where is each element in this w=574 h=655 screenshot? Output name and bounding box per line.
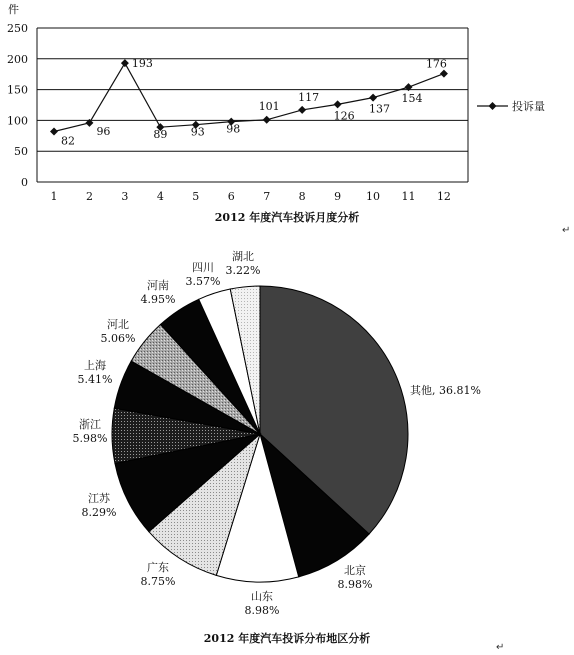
data-label: 137: [369, 102, 391, 116]
pie-label-name: 河南: [147, 279, 169, 292]
pie-label: [410, 383, 481, 397]
x-tick-label: 11: [401, 190, 416, 203]
x-tick-label: 1: [50, 190, 58, 203]
pie-label-name: 江苏: [88, 492, 110, 505]
pie-label-name: 四川: [192, 261, 214, 274]
pie-label-value: 3.22%: [225, 264, 261, 277]
pie-label-value: 36.81%: [439, 384, 481, 397]
data-point-marker: [369, 94, 377, 102]
y-tick-label: 50: [14, 145, 28, 159]
pie-chart-title: 2012 年度汽车投诉分布地区分析: [203, 632, 371, 645]
data-point-marker: [263, 116, 271, 124]
data-label: 126: [333, 109, 355, 123]
x-tick-labels: [51, 190, 451, 203]
pie-label-value: 5.98%: [72, 432, 108, 445]
y-tick-label: 150: [7, 83, 28, 97]
x-tick-label: 4: [156, 190, 164, 203]
pie-label-name: 其他: [410, 384, 432, 397]
y-tick-labels: [7, 22, 28, 189]
x-tick-label: 9: [334, 190, 342, 203]
x-tick-label: 10: [366, 190, 381, 203]
legend-diamond-marker: [489, 102, 497, 110]
data-point-marker: [334, 100, 342, 108]
legend: [477, 99, 545, 113]
monthly-complaints-line-chart: [7, 2, 545, 224]
pie-label-name: 河北: [107, 318, 129, 331]
data-label: 82: [61, 134, 75, 148]
pie-label-value: 8.98%: [244, 604, 280, 617]
pie-label-separator: ,: [432, 384, 439, 397]
pie-label-value: 8.98%: [337, 578, 373, 591]
x-tick-label: 6: [227, 190, 235, 203]
x-tick-label: 5: [192, 190, 200, 203]
x-tick-label: 7: [263, 190, 271, 203]
line-chart-title: 2012 年度汽车投诉月度分析: [214, 211, 360, 224]
y-tick-label: 250: [7, 22, 28, 35]
y-tick-label: 100: [7, 114, 28, 128]
data-label: 154: [401, 92, 423, 106]
data-point-marker: [440, 70, 448, 78]
pie-label-name: 山东: [251, 590, 273, 603]
pie-label-name: 广东: [147, 561, 169, 574]
pie-label-value: 5.41%: [77, 373, 113, 386]
pie-label-name: 北京: [344, 564, 366, 577]
paragraph-mark: ↵: [562, 225, 571, 236]
pie-label-name: 湖北: [232, 250, 254, 263]
data-label: 96: [96, 124, 111, 138]
data-point-marker: [50, 127, 58, 135]
data-label: 117: [298, 90, 320, 104]
data-label: 89: [153, 128, 168, 142]
data-point-marker: [298, 106, 306, 114]
pie-slices: [112, 286, 408, 582]
regional-distribution-pie-chart: [73, 249, 481, 645]
data-label: 93: [190, 125, 205, 139]
data-label: 176: [425, 57, 447, 71]
x-tick-label: 2: [85, 190, 93, 203]
x-tick-label: 12: [436, 190, 451, 203]
data-label: 98: [226, 122, 241, 136]
y-axis-unit-label: 件: [8, 3, 19, 16]
y-tick-label: 0: [21, 176, 28, 189]
data-point-marker: [121, 59, 129, 67]
pie-label-value: 8.29%: [81, 506, 117, 519]
series-line-complaints: [54, 63, 444, 131]
y-tick-label: 200: [7, 52, 28, 66]
pie-label-value: 3.57%: [185, 275, 221, 288]
pie-label-value: 5.06%: [100, 332, 136, 345]
x-tick-label: 3: [121, 190, 129, 203]
pie-label-value: 8.75%: [140, 575, 176, 588]
legend-label: 投诉量: [512, 100, 545, 113]
pie-label-value: 4.95%: [140, 293, 176, 306]
x-tick-label: 8: [298, 190, 306, 203]
data-label: 101: [258, 99, 280, 113]
paragraph-mark: ↵: [496, 642, 505, 653]
pie-label-name: 浙江: [79, 418, 101, 431]
data-labels: [61, 57, 447, 147]
data-label: 193: [131, 57, 153, 71]
pie-label-name: 上海: [84, 359, 106, 372]
